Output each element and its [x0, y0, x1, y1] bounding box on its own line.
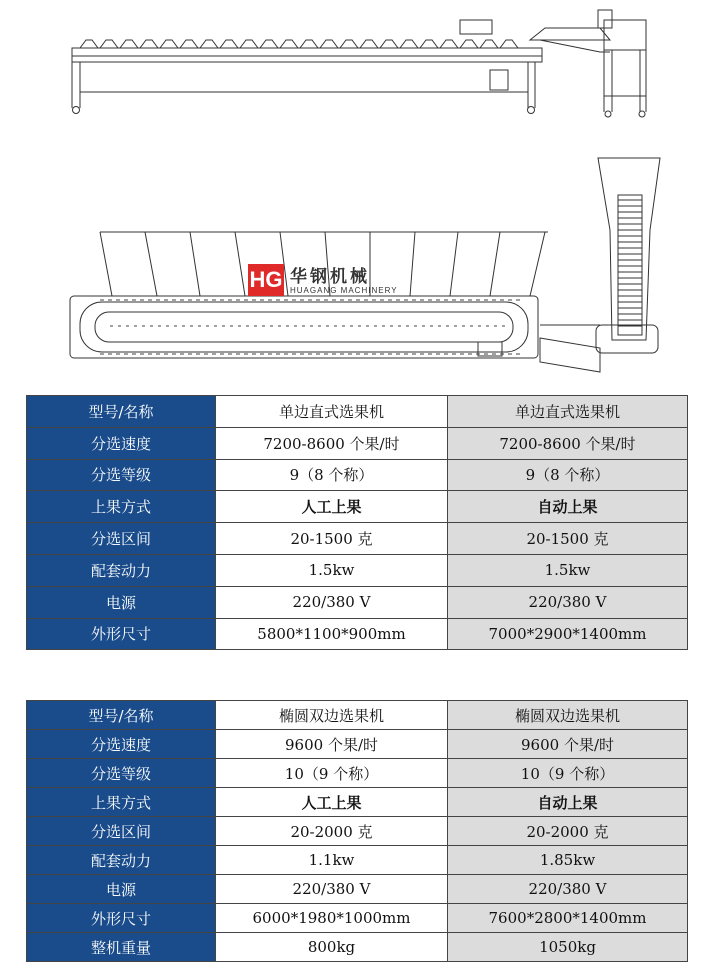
auto-feed-value: 自动上果 [448, 491, 688, 523]
row-label: 电源 [27, 875, 216, 904]
manual-feed-value: 6000*1980*1000mm [216, 904, 448, 933]
table-row [27, 459, 688, 491]
table-row [27, 586, 688, 618]
manual-feed-value: 10（9 个称） [216, 759, 448, 788]
table-row [27, 875, 688, 904]
table-row [27, 904, 688, 933]
table-row [27, 933, 688, 962]
auto-feed-value: 10（9 个称） [448, 759, 688, 788]
auto-feed-value: 9600 个果/时 [448, 730, 688, 759]
row-label: 上果方式 [27, 788, 216, 817]
table-row [27, 730, 688, 759]
manual-feed-value: 单边直式选果机 [216, 396, 448, 428]
table-row [27, 554, 688, 586]
side-view-drawing [72, 10, 646, 117]
auto-feed-value: 1.5kw [448, 554, 688, 586]
row-label: 分选等级 [27, 759, 216, 788]
auto-feed-value: 20-2000 克 [448, 817, 688, 846]
manual-feed-value: 20-1500 克 [216, 523, 448, 555]
manual-feed-value: 人工上果 [216, 491, 448, 523]
auto-feed-value: 220/380 V [448, 586, 688, 618]
row-label: 整机重量 [27, 933, 216, 962]
table-row [27, 491, 688, 523]
auto-feed-value: 7000*2900*1400mm [448, 618, 688, 650]
row-label: 分选速度 [27, 427, 216, 459]
manual-feed-value: 1.5kw [216, 554, 448, 586]
auto-feed-value: 220/380 V [448, 875, 688, 904]
row-label: 型号/名称 [27, 396, 216, 428]
auto-feed-value: 单边直式选果机 [448, 396, 688, 428]
row-label: 外形尺寸 [27, 618, 216, 650]
row-label: 上果方式 [27, 491, 216, 523]
logo-mark: HG [248, 264, 284, 296]
manual-feed-value: 20-2000 克 [216, 817, 448, 846]
manual-feed-value: 5800*1100*900mm [216, 618, 448, 650]
table-row [27, 701, 688, 730]
auto-feed-value: 自动上果 [448, 788, 688, 817]
table-row [27, 788, 688, 817]
auto-feed-value: 7200-8600 个果/时 [448, 427, 688, 459]
table-row [27, 427, 688, 459]
table-row [27, 396, 688, 428]
row-label: 分选速度 [27, 730, 216, 759]
row-label: 电源 [27, 586, 216, 618]
logo-english-name: HUAGANG MACHINERY [290, 286, 398, 295]
table-row [27, 618, 688, 650]
table-row [27, 759, 688, 788]
auto-feed-value: 7600*2800*1400mm [448, 904, 688, 933]
machine-drawings [0, 0, 727, 385]
auto-feed-value: 9（8 个称） [448, 459, 688, 491]
manual-feed-value: 椭圆双边选果机 [216, 701, 448, 730]
row-label: 型号/名称 [27, 701, 216, 730]
table-row [27, 523, 688, 555]
manual-feed-value: 800kg [216, 933, 448, 962]
spec-table-oval-double-side [26, 700, 688, 962]
logo-chinese-name: 华钢机械 [290, 267, 370, 287]
row-label: 分选区间 [27, 523, 216, 555]
manual-feed-value: 1.1kw [216, 846, 448, 875]
row-label: 分选等级 [27, 459, 216, 491]
manual-feed-value: 7200-8600 个果/时 [216, 427, 448, 459]
spec-table-single-side [26, 395, 688, 650]
company-logo [248, 262, 398, 302]
manual-feed-value: 人工上果 [216, 788, 448, 817]
auto-feed-value: 1050kg [448, 933, 688, 962]
manual-feed-value: 9600 个果/时 [216, 730, 448, 759]
auto-feed-value: 椭圆双边选果机 [448, 701, 688, 730]
table-row [27, 846, 688, 875]
manual-feed-value: 220/380 V [216, 586, 448, 618]
row-label: 外形尺寸 [27, 904, 216, 933]
auto-feed-value: 20-1500 克 [448, 523, 688, 555]
auto-feed-value: 1.85kw [448, 846, 688, 875]
row-label: 配套动力 [27, 554, 216, 586]
manual-feed-value: 220/380 V [216, 875, 448, 904]
row-label: 配套动力 [27, 846, 216, 875]
row-label: 分选区间 [27, 817, 216, 846]
table-row [27, 817, 688, 846]
manual-feed-value: 9（8 个称） [216, 459, 448, 491]
